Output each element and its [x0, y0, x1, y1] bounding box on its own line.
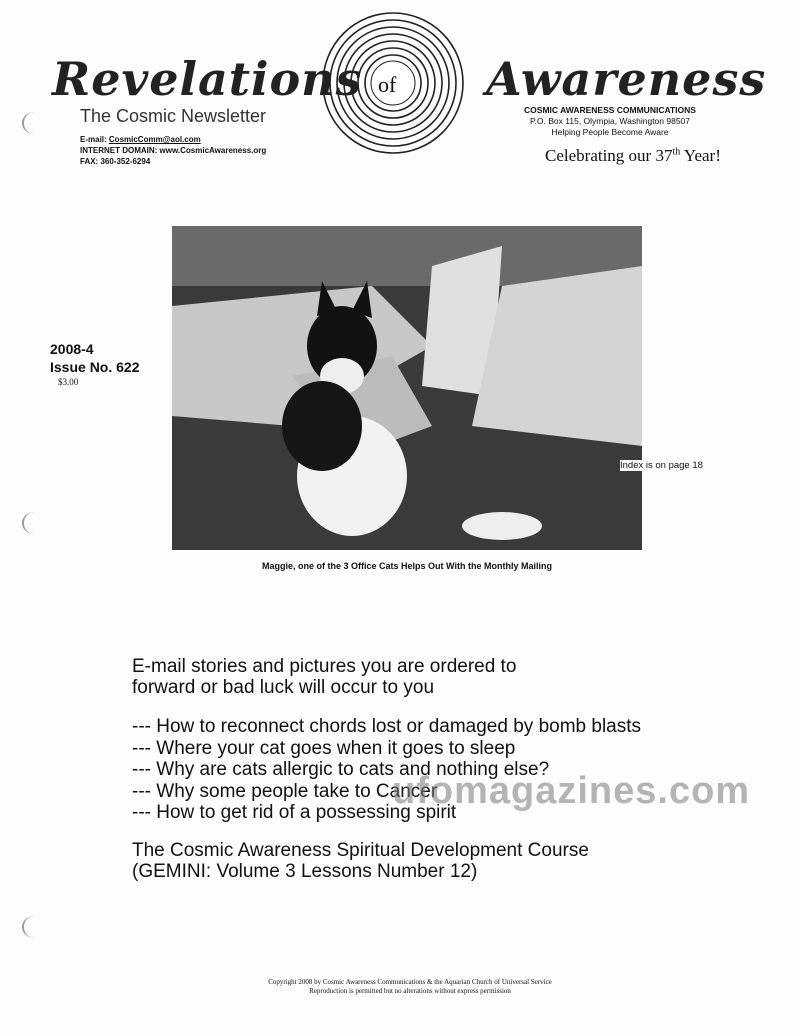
topic-item: --- How to get rid of a possessing spirit	[132, 802, 457, 823]
binder-hole	[22, 112, 46, 134]
email-link[interactable]: CosmicComm@aol.com	[108, 135, 201, 144]
price: $3.00	[58, 377, 79, 387]
internet-domain: INTERNET DOMAIN: www.CosmicAwareness.org	[80, 146, 267, 155]
issue-number: Issue No. 622	[50, 359, 140, 375]
photo-caption: Maggie, one of the 3 Office Cats Helps Out With the Monthly Mailing	[262, 561, 552, 571]
cat-photo	[172, 226, 642, 550]
topic-item: --- Why some people take to Cancer	[132, 780, 438, 802]
intro-text: E-mail stories and pictures you are ordered to forward or bad luck will occur to you	[132, 656, 517, 698]
copyright: Copyright 2008 by Cosmic Awareness Communications & the Aquarian Church of Universal Service	[268, 978, 552, 986]
celebrating-text: Celebrating our 37	[545, 146, 673, 165]
reproduction-notice: Reproduction is permitted but no alterations without express permission	[309, 987, 511, 995]
motto: Helping People Become Aware	[551, 127, 669, 137]
subtitle: The Cosmic Newsletter	[80, 106, 267, 126]
binder-hole	[22, 512, 46, 534]
celebrating-sup: th	[672, 146, 681, 158]
binder-hole	[22, 916, 46, 938]
email-line	[80, 134, 266, 145]
address: P.O. Box 115, Olympia, Washington 98507	[529, 116, 691, 126]
issue-date: 2008-4	[50, 341, 94, 357]
course-title	[132, 840, 589, 882]
course-line-2: (GEMINI: Volume 3 Lessons Number 12)	[132, 861, 478, 882]
title-awareness: Awareness	[486, 52, 767, 106]
fax: FAX: 360-352-6294	[80, 157, 151, 166]
topic-item: --- Where your cat goes when it goes to sleep	[132, 737, 516, 759]
title-of: of	[378, 72, 397, 97]
watermark: ufomagazines.com	[392, 770, 751, 812]
course-line-1: The Cosmic Awareness Spiritual Development Course	[132, 840, 589, 861]
celebrating-end: Year!	[680, 146, 721, 165]
topic-item: --- How to reconnect chords lost or damaged by bomb blasts	[132, 716, 642, 737]
celebrating-banner	[545, 146, 721, 166]
index-note: Index is on page 18	[620, 460, 703, 471]
title-revelations: Revelations	[52, 52, 363, 106]
topic-item: --- Why are cats allergic to cats and nothing else?	[132, 759, 550, 780]
email-label: E-mail:	[80, 135, 109, 144]
org-name: COSMIC AWARENESS COMMUNICATIONS	[524, 105, 696, 115]
